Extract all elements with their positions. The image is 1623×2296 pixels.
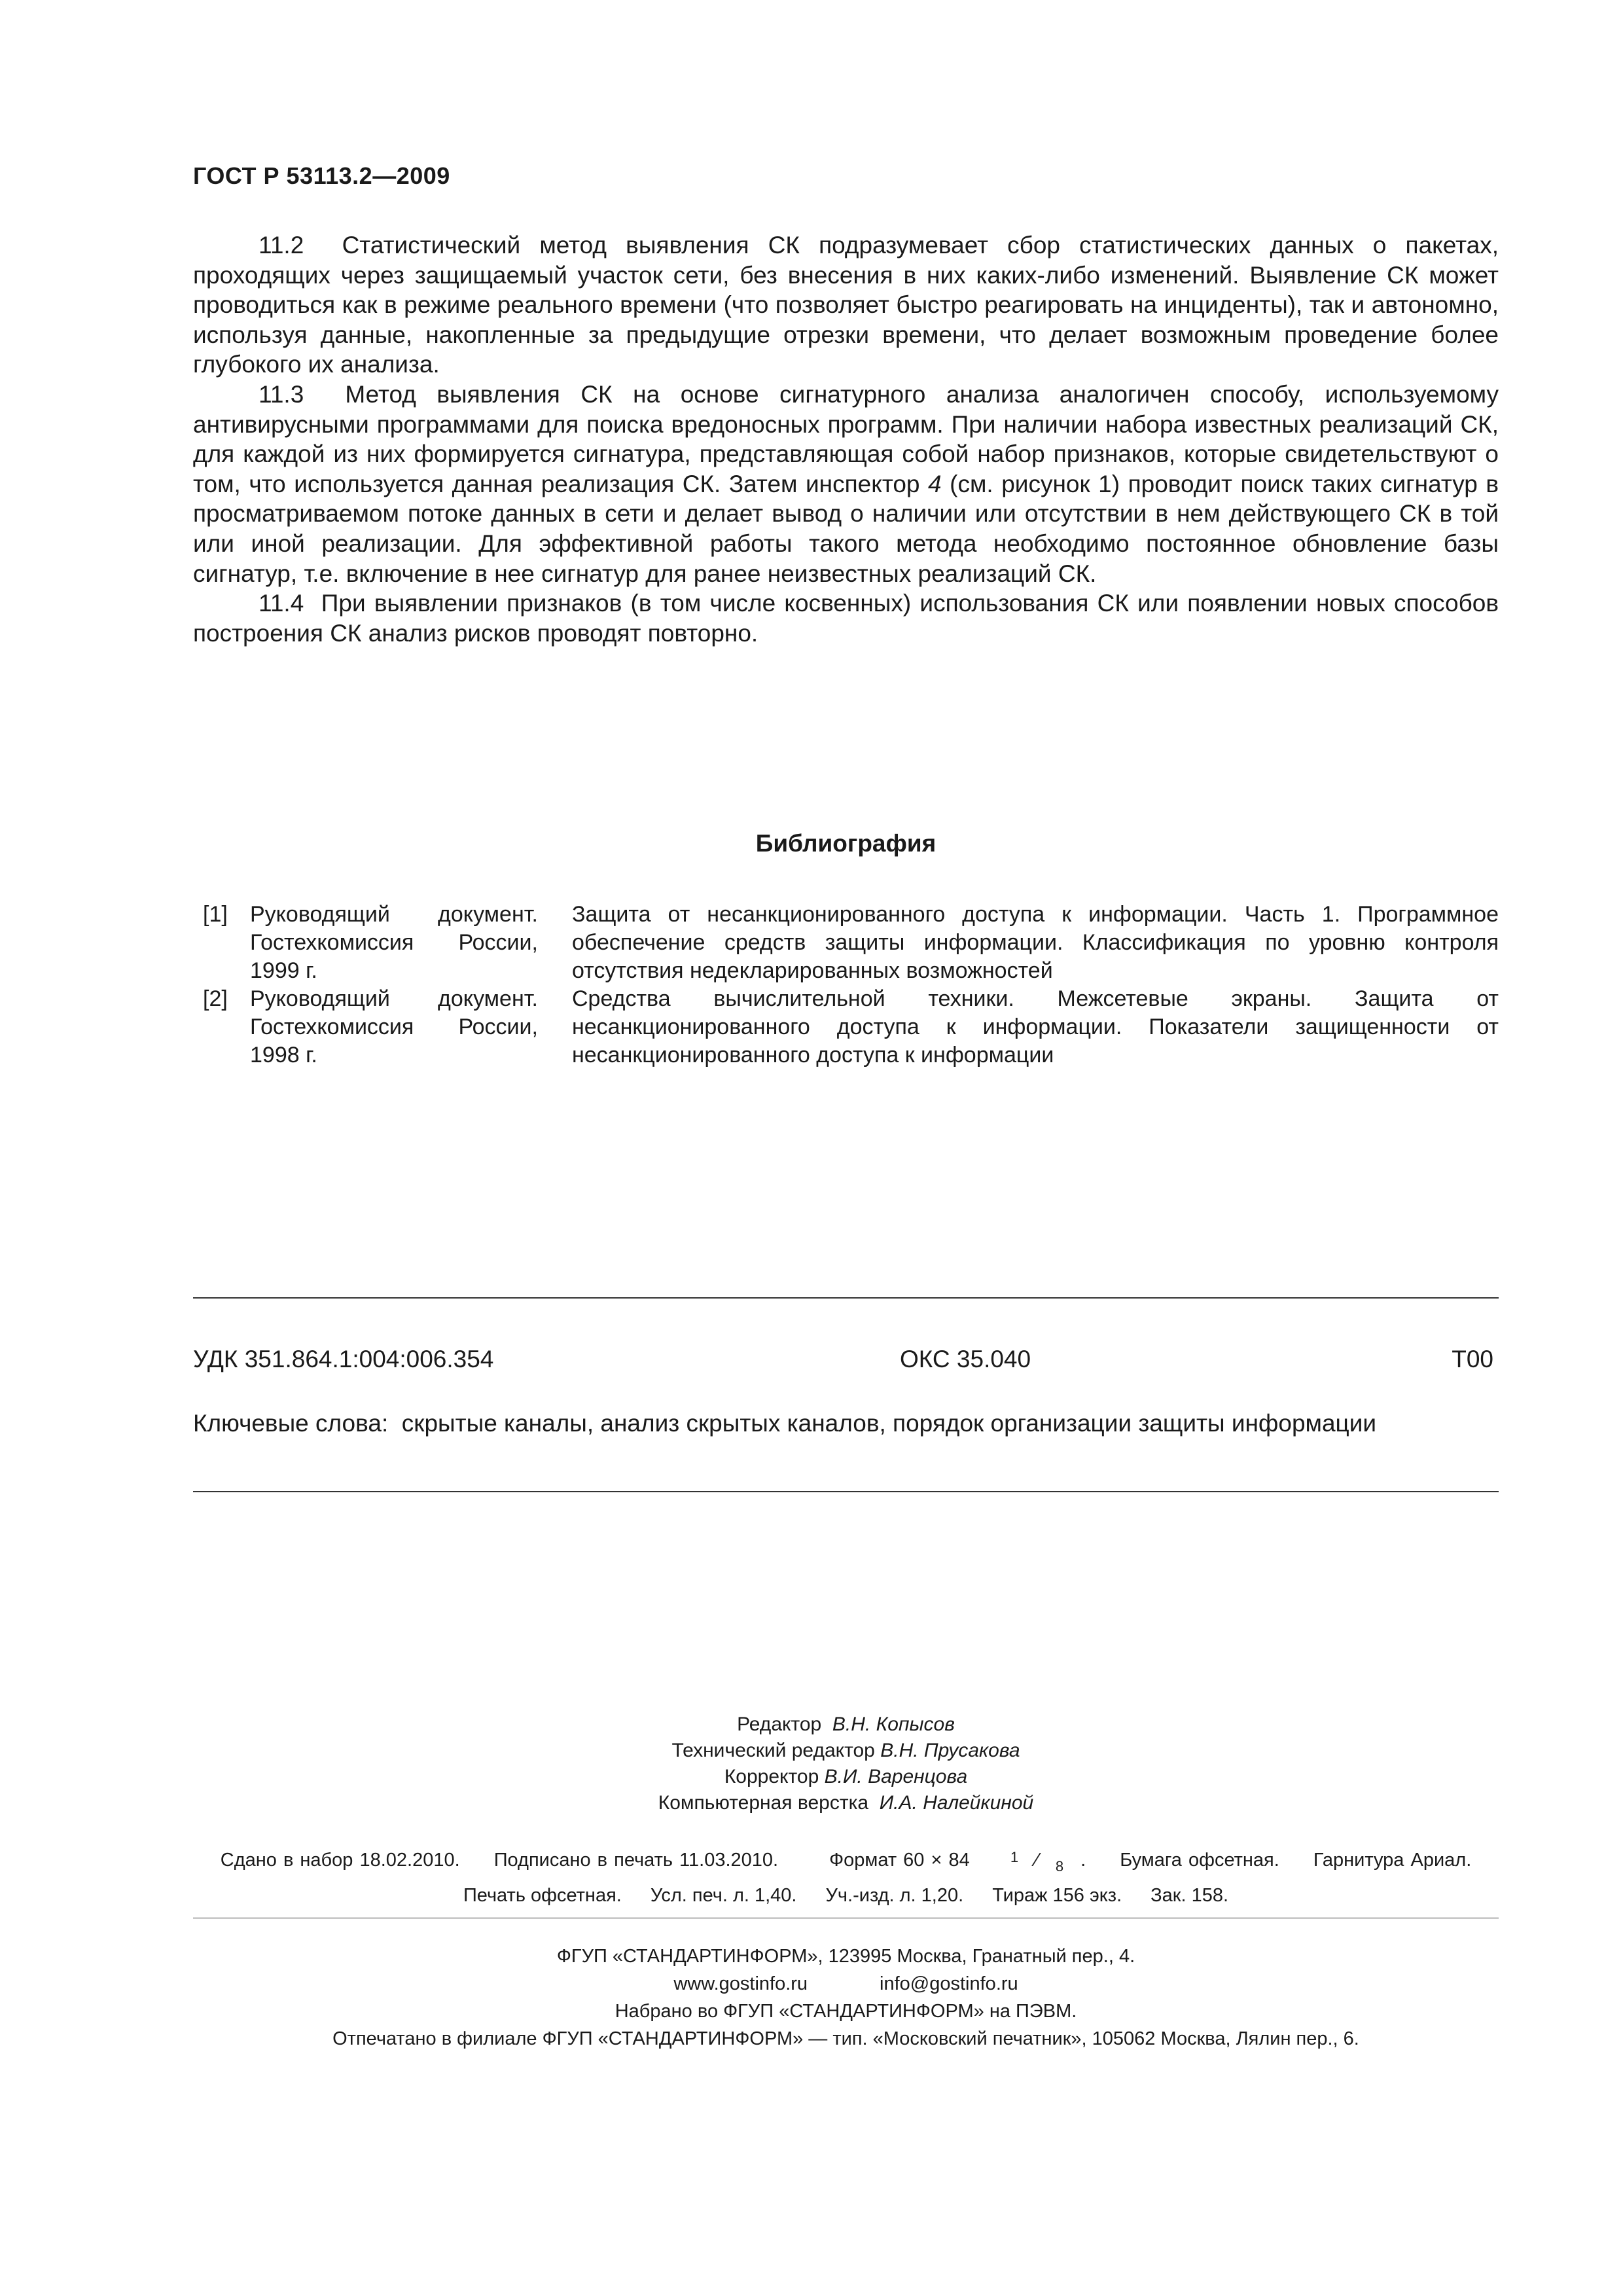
standard-code: ГОСТ Р 53113.2—2009 — [193, 162, 450, 189]
submitted-date: Сдано в набор 18.02.2010. — [220, 1850, 460, 1871]
section-11-4 — [193, 588, 1499, 648]
bibliography-number: [1] — [203, 902, 228, 927]
publisher-address: ФГУП «СТАНДАРТИНФОРМ», 123995 Москва, Гранатный пер., 4. — [556, 1946, 1135, 1967]
typeface: Гарнитура Ариал. — [1313, 1850, 1472, 1871]
figure-ref-number: 4 — [928, 470, 942, 497]
bibliography-description: Защита от несанкционированного доступа к информации. Часть 1. Программное обеспечение средств защиты информации. Классификация по уровню контроля отсутствия недекларированных возможностей — [572, 902, 1499, 983]
section-text: При выявлении признаков (в том числе косвенных) использования СК или появлении новых способов построения СК анализ рисков проводят повторно. — [193, 590, 1499, 647]
typeset-info: Набрано во ФГУП «СТАНДАРТИНФОРМ» на ПЭВМ. — [615, 2001, 1077, 2022]
bibliography-title: Библиография — [755, 830, 936, 857]
pub-sheets: Уч.-изд. л. 1,20. — [825, 1885, 964, 1906]
publisher-contacts — [193, 1970, 1499, 1998]
printed-info: Отпечатано в филиале ФГУП «СТАНДАРТИНФОРМ» — тип. «Московский печатник», 105062 Москва, Лялин пер., 6. — [332, 2028, 1359, 2049]
section-number: 11.2 — [259, 232, 304, 259]
bibliography-source: Руководящий документ. Гостехкомиссия России, 1998 г. — [250, 986, 538, 1067]
order-number: Зак. 158. — [1150, 1885, 1229, 1906]
credit-corrector: Корректор В.И. Варенцова — [724, 1766, 968, 1787]
section-number: 11.3 — [259, 380, 304, 408]
group-code: Т00 — [1452, 1346, 1493, 1372]
imprint-line-1 — [193, 1849, 1499, 1875]
udk-code: УДК 351.864.1:004:006.354 — [193, 1346, 494, 1372]
website-link[interactable]: www.gostinfo.ru — [673, 1973, 808, 1994]
credits — [193, 1712, 1499, 1816]
keywords-label: Ключевые слова: — [193, 1410, 389, 1437]
bibliography-list — [203, 901, 1499, 1069]
keywords-text: скрытые каналы, анализ скрытых каналов, порядок организации защиты информации — [401, 1410, 1377, 1437]
section-number: 11.4 — [259, 590, 304, 617]
keywords — [193, 1410, 1502, 1437]
imprint-line-2 — [193, 1885, 1499, 1907]
divider-bottom — [193, 1491, 1499, 1492]
classification-row — [193, 1346, 1499, 1378]
section-text: Метод выявления СК на основе сигнатурного анализа аналогичен способу, используемому антивирусными программами для поиска вредоносных программ. При наличии набора известных реализаций СК, для каждой из них формируется сигнатура, представляющая собой набор признаков, которые свидетельствуют о том, что используется данная реализация СК. Затем инспектор — [193, 380, 1499, 497]
format: Формат 60 × 84 1 ⁄ 8 . — [829, 1849, 1086, 1874]
section-text: Статистический метод выявления СК подразумевает сбор статистических данных о пакетах, проходящих через защищаемый участок сети, без внесения в них каких-либо изменений. Выявление СК может проводиться как в режиме реального времени (что позволяет быстро реагировать на инциденты), так и автономно, используя данные, накопленные за предыдущие отрезки времени, что делает возможным проведение более глубокого их анализа. — [193, 232, 1499, 378]
credit-tech-editor: Технический редактор В.Н. Прусакова — [671, 1740, 1020, 1761]
section-text: (см. рисунок 1) проводит поиск таких сигнатур в просматриваемом потоке данных в сети и делает вывод о наличии или отсутствии в нем действующего СК в той или иной реализации. Для эффективной работы такого метода необходимо постоянное обновление базы сигнатур, т.е. включение в нее сигнатур для ранее неизвестных реализаций СК. — [193, 470, 1499, 587]
print-run: Тираж 156 экз. — [992, 1885, 1122, 1906]
publisher-info — [193, 1943, 1499, 2053]
section-11-3 — [193, 380, 1499, 588]
credit-editor: Редактор В.Н. Копысов — [737, 1713, 955, 1735]
divider-top — [193, 1297, 1499, 1299]
bibliography-source: Руководящий документ. Гостехкомиссия России, 1999 г. — [250, 902, 538, 983]
paper: Бумага офсетная. — [1120, 1850, 1279, 1871]
signed-date: Подписано в печать 11.03.2010. — [493, 1850, 779, 1871]
bibliography-item — [203, 901, 1499, 985]
bibliography-number: [2] — [203, 986, 228, 1011]
body-text — [193, 230, 1499, 648]
print-sheets: Усл. печ. л. 1,40. — [650, 1885, 797, 1906]
oks-code: ОКС 35.040 — [900, 1346, 1031, 1372]
section-11-2 — [193, 230, 1499, 380]
printing-type: Печать офсетная. — [463, 1885, 622, 1906]
bibliography-item — [203, 985, 1499, 1069]
bibliography-description: Средства вычислительной техники. Межсетевые экраны. Защита от несанкционированного доступа к информации. Показатели защищенности от несанкционированного доступа к информации — [572, 986, 1499, 1067]
email-link[interactable]: info@gostinfo.ru — [880, 1973, 1018, 1994]
credit-layout: Компьютерная верстка И.А. Налейкиной — [658, 1792, 1034, 1814]
